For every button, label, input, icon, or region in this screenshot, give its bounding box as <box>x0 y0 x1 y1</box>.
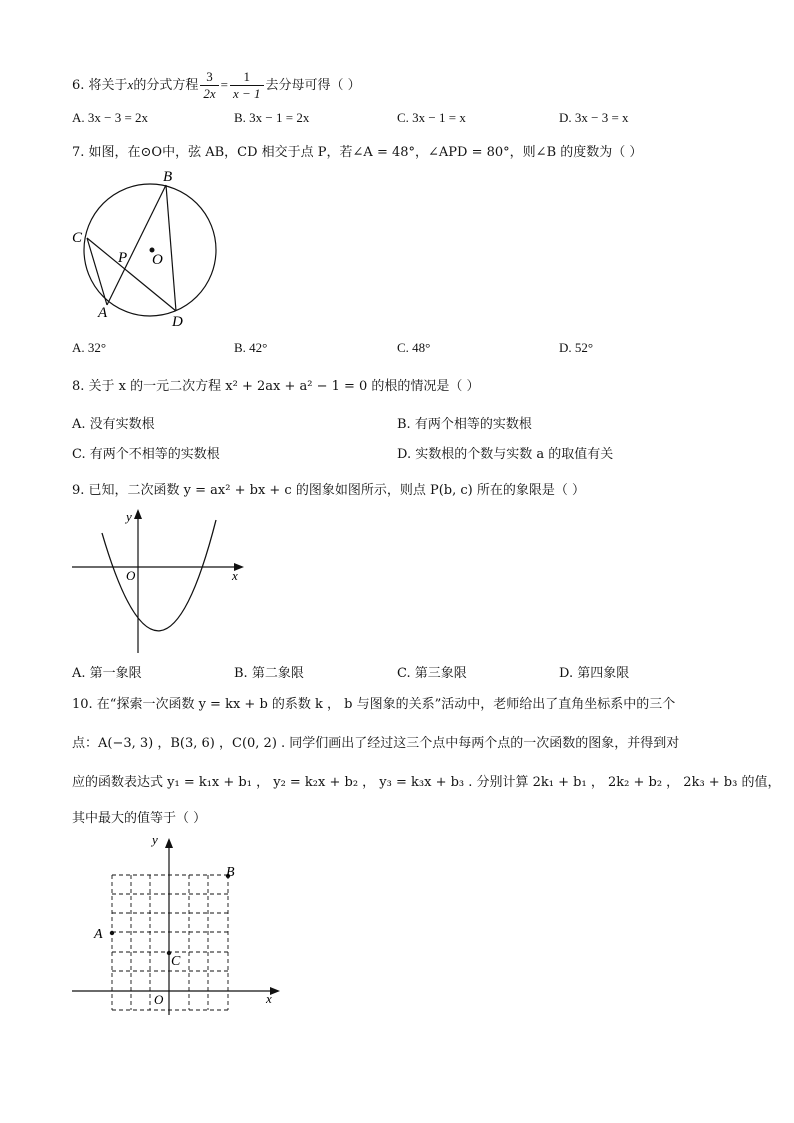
q8-option-c[interactable]: C. 有两个不相等的实数根 <box>72 447 220 462</box>
q10-line-3: 应的函数表达式 y₁ = k₁x + b₁ ， y₂ = k₂x + b₂ ， y₃ = k₃x + b₃ . 分别计算 2k₁ + b₁ ， 2k₂ + b₂ ， 2k₃ + b₃ 的值， <box>72 775 781 790</box>
label-d: D <box>172 314 183 330</box>
q6-prefix: 6. 将关于 <box>72 78 128 93</box>
q8-option-b[interactable]: B. 有两个相等的实数根 <box>397 417 532 432</box>
q9-parabola-figure <box>66 505 251 655</box>
q6-frac1-num: 3 <box>200 69 218 86</box>
y-axis-arrow <box>165 838 173 848</box>
q7-option-a[interactable]: A. 32° <box>72 340 107 355</box>
axis-label-y: y <box>152 832 158 847</box>
axis-label-x: x <box>232 568 238 583</box>
q6-mid: 的分式方程 <box>133 78 199 93</box>
segment-bd <box>166 185 176 311</box>
label-b: B <box>226 865 235 880</box>
q6-suffix: 去分母可得（ ） <box>265 78 361 93</box>
q7-option-b[interactable]: B. 42° <box>234 340 268 355</box>
label-b: B <box>163 169 173 185</box>
q9-option-d[interactable]: D. 第四象限 <box>559 666 630 681</box>
q6-option-b[interactable]: B. 3x − 1 = 2x <box>234 110 310 125</box>
parabola-curve <box>102 520 216 631</box>
origin-label: O <box>126 568 136 583</box>
y-axis-arrow <box>134 509 142 519</box>
label-a: A <box>98 305 108 321</box>
chord-cd <box>87 238 176 311</box>
chord-ab <box>107 185 166 305</box>
label-c: C <box>171 954 181 969</box>
q6-frac2-num: 1 <box>230 69 264 86</box>
q6-option-c[interactable]: C. 3x − 1 = x <box>397 110 466 125</box>
q8-option-d[interactable]: D. 实数根的个数与实数 a 的取值有关 <box>397 447 614 462</box>
label-p: P <box>118 250 128 266</box>
q6-stem <box>72 68 361 102</box>
q7-option-d[interactable]: D. 52° <box>559 340 594 355</box>
label-c: C <box>72 230 83 246</box>
q10-line-4: 其中最大的值等于（ ） <box>72 811 207 826</box>
q6-frac1-den: 2x <box>203 86 216 101</box>
q9-option-c[interactable]: C. 第三象限 <box>397 666 467 681</box>
q9-option-b[interactable]: B. 第二象限 <box>234 666 304 681</box>
q6-option-a[interactable]: A. 3x − 3 = 2x <box>72 110 149 125</box>
q7-stem: 7. 如图，在⊙O中，弦 AB，CD 相交于点 P，若∠A = 48°，∠APD = 80°，则∠B 的度数为（ ） <box>72 145 643 160</box>
q6-var: x <box>127 77 134 92</box>
q10-line-2: 点：A(−3, 3) ，B(3, 6) ，C(0, 2) . 同学们画出了经过这三个点中每两个点的一次函数的图象，并得到对 <box>72 736 680 751</box>
q8-stem: 8. 关于 x 的一元二次方程 x² + 2ax + a² − 1 = 0 的根的情况是（ ） <box>72 379 480 394</box>
axis-label-y: y <box>126 509 132 524</box>
point-a <box>110 931 114 935</box>
q9-stem: 9. 已知，二次函数 y = ax² + bx + c 的图象如图所示，则点 P(b, c) 所在的象限是（ ） <box>72 483 585 498</box>
q7-circle-figure <box>60 165 230 335</box>
q6-fraction-1 <box>200 69 218 102</box>
dashed-grid <box>112 875 228 1010</box>
q6-option-d[interactable]: D. 3x − 3 = x <box>559 110 629 125</box>
label-o: O <box>152 252 163 268</box>
q10-grid-figure <box>68 830 288 1020</box>
origin-label: O <box>154 992 164 1007</box>
q9-option-a[interactable]: A. 第一象限 <box>72 666 142 681</box>
q6-frac2-den: x − 1 <box>232 86 261 101</box>
segment-ca <box>87 238 107 305</box>
q10-line-1: 10. 在“探索一次函数 y = kx + b 的系数 k ， b 与图象的关系”活动中，老师给出了直角坐标系中的三个 <box>72 697 676 712</box>
q6-equals: = <box>220 77 228 92</box>
q6-fraction-2 <box>230 69 264 102</box>
q7-option-c[interactable]: C. 48° <box>397 340 431 355</box>
label-a: A <box>94 927 103 942</box>
q8-option-a[interactable]: A. 没有实数根 <box>72 417 155 432</box>
axis-label-x: x <box>266 991 272 1006</box>
